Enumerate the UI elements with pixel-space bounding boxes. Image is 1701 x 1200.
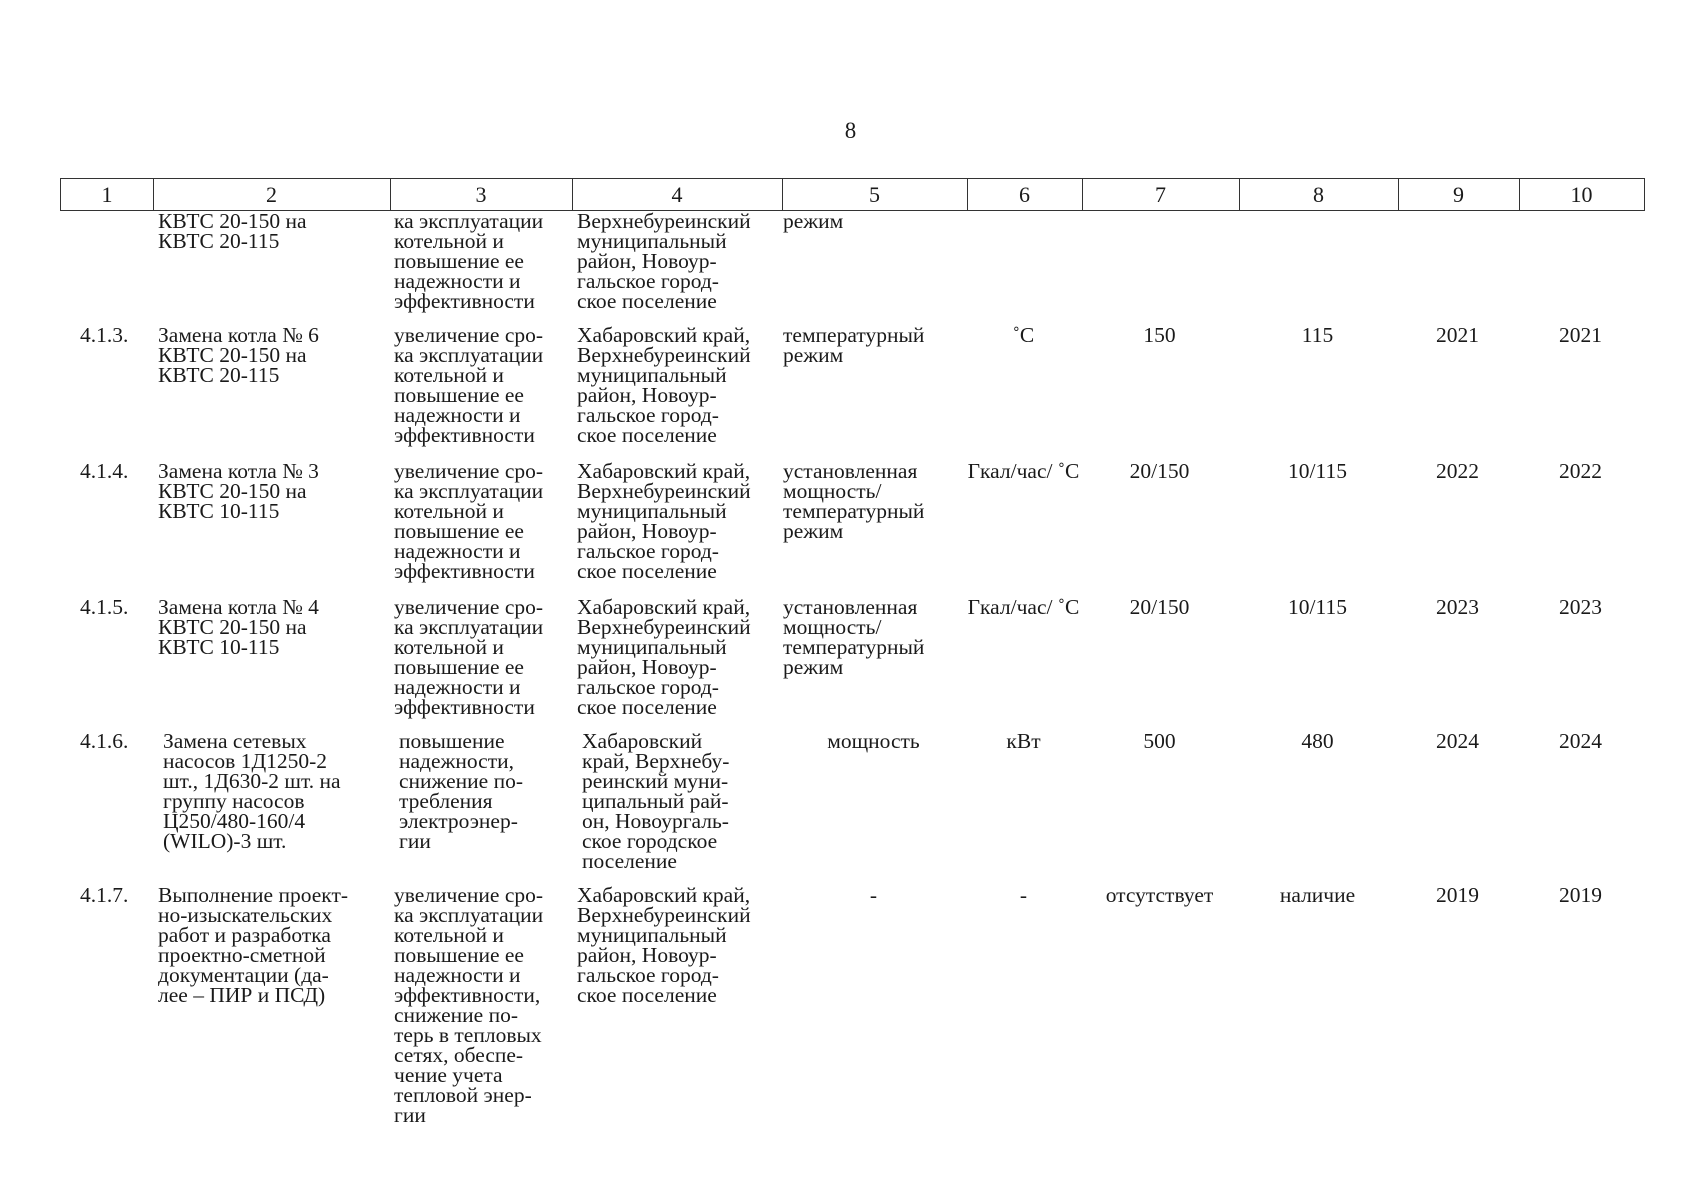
header-cell-4: 4	[671, 182, 683, 207]
row-parameter: мощность	[827, 729, 920, 753]
row-value-after: наличие	[1279, 883, 1356, 907]
row-parameter: установленная мощность/ температурный режим	[783, 459, 925, 543]
row-name: Выполнение проект- но-изыскательских работ и разработка проектно-сметной документации (да- лее – ПИР и ПСД)	[158, 883, 348, 1007]
row-year-end: 2023	[1559, 595, 1602, 619]
row-value-after: 10/115	[1288, 459, 1347, 483]
row-parameter: -	[869, 883, 878, 907]
row-location: Хабаровский край, Верхнебуреинский муниципальный район, Новоур- гальское город- ское поселение	[577, 323, 751, 447]
row-year-end: 2024	[1559, 729, 1602, 753]
row-parameter: температурный режим	[783, 323, 925, 367]
row-purpose: повышение надежности, снижение по- требления электроэнер- гии	[399, 729, 524, 853]
header-cell-2: 2	[266, 182, 277, 207]
row-name: Замена котла № 6 КВТС 20-150 на КВТС 20-115	[158, 323, 319, 387]
row-number: 4.1.3.	[80, 323, 129, 347]
row-location: Верхнебуреинский муниципальный район, Новоур- гальское город- ское поселение	[577, 209, 751, 313]
row-parameter: режим	[783, 209, 844, 233]
row-parameter: установленная мощность/ температурный режим	[783, 595, 925, 679]
row-number: 4.1.4.	[80, 459, 129, 483]
row-purpose: увеличение сро- ка эксплуатации котельной и повышение ее надежности и эффективности, снижение по- терь в тепловых сетях, обеспе- чение учета тепловой энер- гии	[394, 883, 544, 1127]
row-purpose: увеличение сро- ка эксплуатации котельной и повышение ее надежности и эффективности	[394, 595, 544, 719]
row-location: Хабаровский край, Верхнебу- реинский муни- ципальный рай- он, Новоургаль- ское городское поселение	[582, 729, 730, 873]
row-unit: Гкал/час/ ˚С	[967, 595, 1080, 619]
row-location: Хабаровский край, Верхнебуреинский муниципальный район, Новоур- гальское город- ское поселение	[577, 883, 751, 1007]
row-year-start: 2022	[1436, 459, 1479, 483]
page-number: 8	[844, 118, 857, 143]
row-year-start: 2021	[1436, 323, 1479, 347]
row-value-before: 20/150	[1129, 595, 1190, 619]
header-cell-3: 3	[475, 182, 487, 207]
row-value-after: 115	[1301, 323, 1334, 347]
row-value-before: 20/150	[1129, 459, 1190, 483]
row-unit: Гкал/час/ ˚С	[967, 459, 1080, 483]
row-value-after: 480	[1301, 729, 1334, 753]
row-unit: кВт	[1006, 729, 1041, 753]
row-location: Хабаровский край, Верхнебуреинский муниципальный район, Новоур- гальское город- ское поселение	[577, 595, 751, 719]
table-header-row	[60, 178, 1645, 211]
row-name: КВТС 20-150 на КВТС 20-115	[158, 209, 307, 253]
row-purpose: ка эксплуатации котельной и повышение ее надежности и эффективности	[394, 209, 544, 313]
row-value-before: 150	[1143, 323, 1176, 347]
row-name: Замена котла № 4 КВТС 20-150 на КВТС 10-115	[158, 595, 319, 659]
row-number: 4.1.6.	[80, 729, 129, 753]
row-number: 4.1.7.	[80, 883, 129, 907]
row-year-end: 2022	[1559, 459, 1602, 483]
header-cell-6: 6	[1019, 182, 1030, 207]
header-cell-7: 7	[1155, 182, 1166, 207]
header-cell-9: 9	[1453, 182, 1464, 207]
row-name: Замена сетевых насосов 1Д1250-2 шт., 1Д630-2 шт. на группу насосов Ц250/480-160/4 (WILO)-3 шт.	[163, 729, 341, 853]
row-purpose: увеличение сро- ка эксплуатации котельной и повышение ее надежности и эффективности	[394, 323, 544, 447]
row-number: 4.1.5.	[80, 595, 129, 619]
row-unit: ˚С	[1012, 323, 1035, 347]
row-name: Замена котла № 3 КВТС 20-150 на КВТС 10-115	[158, 459, 319, 523]
header-cell-8: 8	[1313, 182, 1324, 207]
row-year-start: 2023	[1436, 595, 1479, 619]
row-year-start: 2024	[1436, 729, 1479, 753]
header-cell-5: 5	[869, 182, 880, 207]
row-value-before: отсутствует	[1105, 883, 1214, 907]
header-cell-1: 1	[101, 182, 113, 207]
row-value-after: 10/115	[1288, 595, 1347, 619]
row-year-start: 2019	[1436, 883, 1479, 907]
row-year-end: 2021	[1559, 323, 1602, 347]
row-location: Хабаровский край, Верхнебуреинский муниципальный район, Новоур- гальское город- ское поселение	[577, 459, 751, 583]
row-unit: -	[1019, 883, 1028, 907]
row-value-before: 500	[1143, 729, 1176, 753]
row-purpose: увеличение сро- ка эксплуатации котельной и повышение ее надежности и эффективности	[394, 459, 544, 583]
row-year-end: 2019	[1559, 883, 1602, 907]
header-cell-10: 10	[1570, 182, 1593, 207]
